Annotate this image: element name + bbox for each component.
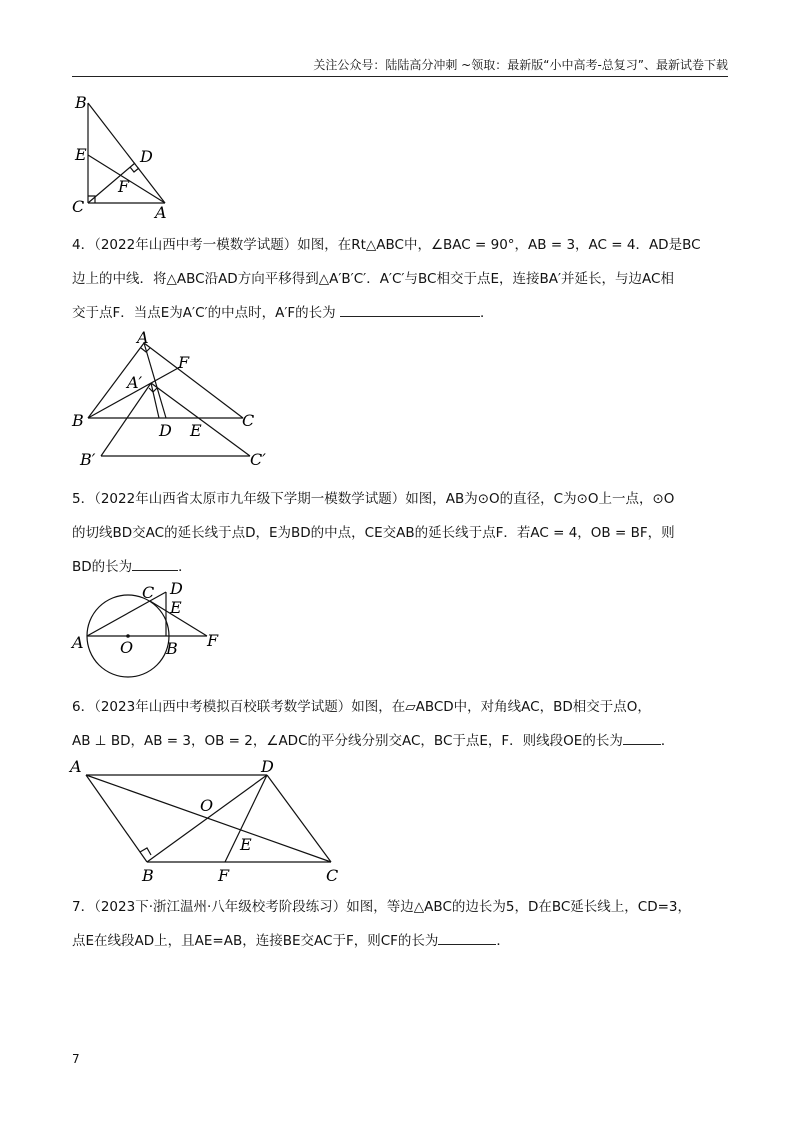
q4-label-c-prime: C′ [250,450,266,469]
q4-line3: 交于点F．当点E为A′C′的中点时，A′F的长为 ． [72,296,732,330]
label-f: F [118,177,130,196]
q6-label-f: F [218,866,230,885]
q5-line2: 的切线BD交AC的延长线于点D，E为BD的中点，CE交AB的延长线于点F．若AC = 4，OB = BF，则 [72,525,675,541]
q5-line3: BD的长为 ． [72,550,732,584]
q5-label-e: E [170,598,182,617]
label-c: C [72,197,85,216]
q4-label-b-prime: B′ [80,450,96,469]
q4-label-d: D [159,421,172,440]
q6-line1: 6．（2023年山西中考模拟百校联考数学试题）如图，在▱ABCD中，对角线AC，BD相交于点O， [72,699,651,715]
q4-label-c: C [242,411,255,430]
q4-label-b: B [72,411,84,430]
q4-label-a-prime: A′ [127,373,143,392]
page-number: 7 [72,1052,80,1066]
q6-label-a: A [70,757,82,776]
q5-label-f: F [207,631,219,650]
q6-label-o: O [200,796,214,815]
q5-label-a: A [72,633,84,652]
label-d: D [140,147,153,166]
q4-label-e: E [190,421,202,440]
label-b: B [75,93,87,112]
q5-line1: 5．（2022年山西省太原市九年级下学期一模数学试题）如图，AB为⊙O的直径，C为⊙O上一点，⊙O [72,491,675,507]
answer-blank[interactable] [438,930,496,945]
q7-line2: 点E在线段AD上，且AE=AB，连接BE交AC于F，则CF的长为 ． [72,924,732,958]
q6-label-e: E [240,835,252,854]
q6-line2: AB ⊥ BD，AB = 3，OB = 2，∠ADC的平分线分别交AC，BC于点E，F．则线段OE的长为 ． [72,724,732,758]
q5-label-b: B [166,639,178,658]
q6-label-d: D [261,757,274,776]
q5-label-o: O [120,638,134,657]
q4-label-a: A [137,328,149,347]
label-a: A [155,203,167,222]
q6-label-c: C [326,866,339,885]
q4-line2: 边上的中线．将△ABC沿AD方向平移得到△A′B′C′．A′C′与BC相交于点E，连接BA′并延长，与边AC相 [72,271,674,287]
q5-label-d: D [170,579,183,598]
page-header: 关注公众号：陆陆高分冲刺 ~领取：最新版“小中高考-总复习”、最新试卷下载 [72,56,728,77]
q7-line1: 7．（2023下·浙江温州·八年级校考阶段练习）如图，等边△ABC的边长为5，D在BC延长线上，CD=3， [72,899,692,915]
q4-label-f: F [178,353,190,372]
question-7 [72,890,732,958]
label-e: E [75,145,87,164]
q5-label-c: C [142,583,155,602]
q6-label-b: B [142,866,154,885]
q4-line1: 4．（2022年山西中考一模数学试题）如图，在Rt△ABC中，∠BAC = 90°，AB = 3，AC = 4．AD是BC [72,237,701,253]
